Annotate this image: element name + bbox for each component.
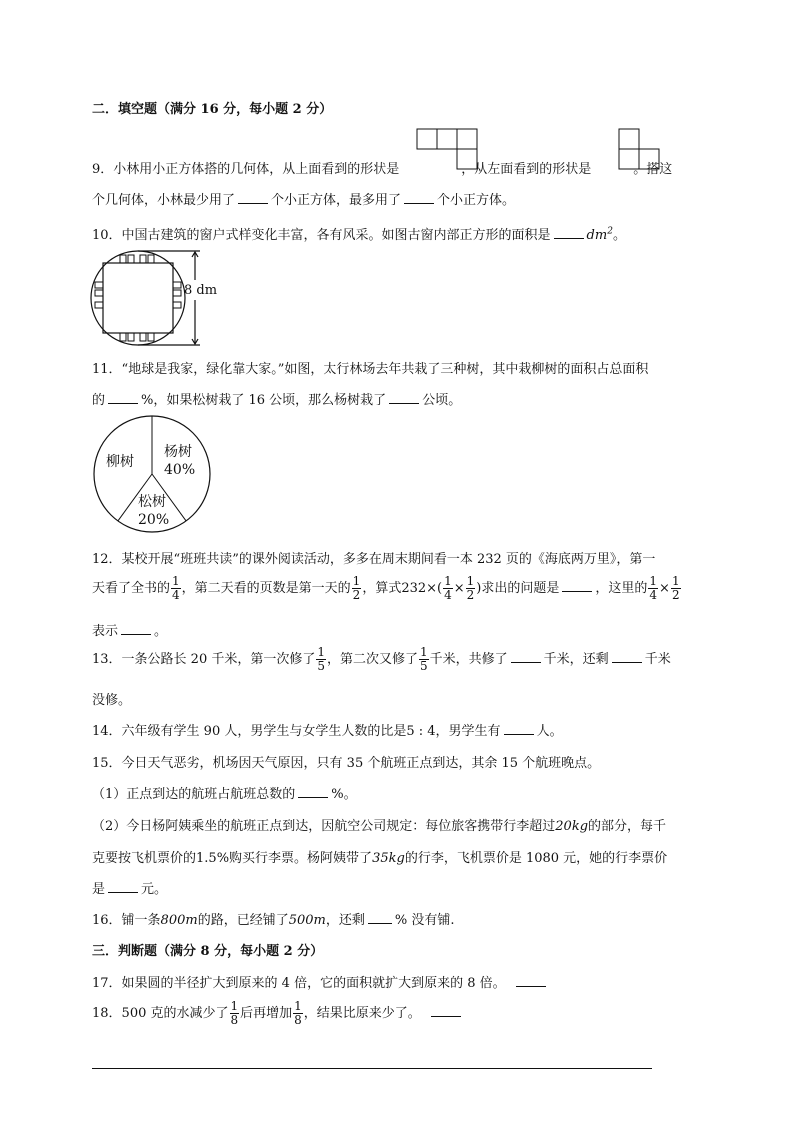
question-9-line-1 [92,158,672,177]
left-view-cell-3 [639,149,659,169]
q10-end: 。 [612,228,626,243]
q15-sub2-b: 的部分，每千 [588,819,667,834]
q12-line2-a: 天看了全书的 [92,581,171,596]
q18-blank-judgement[interactable] [431,1004,461,1017]
q14-c: 人。 [536,724,563,739]
q15-line3-b: 购买行李票。杨阿姨带了 [229,851,373,866]
q12-line2-g: 求出的问题是 [481,581,560,596]
question-13-line-2: 没修。 [92,693,132,708]
section-3-title: 三．判断题（满分 8 分，每小题 2 分） [92,944,324,959]
expr-fraction-quarter: $\frac{1}{4}$ [444,574,452,602]
footer-rule [92,1068,652,1069]
top-view-cell-3 [457,129,477,149]
question-15-sub-1 [92,783,357,802]
q16-c: ，还剩 [325,913,365,928]
fraction-one-eighth-2: $\frac{1}{8}$ [294,999,302,1027]
question-11-line-2 [92,389,461,408]
q10-text: 10．中国古建筑的窗户式样变化丰富，各有风采。如图古窗内部正方形的面积是 [92,228,551,243]
q13-b: ，第二次又修了 [327,652,419,667]
q12-line2-b: ，第二天看的页数是第一天的 [181,581,351,596]
q12-blank-question[interactable] [562,579,592,592]
q17-blank-judgement[interactable] [516,974,546,987]
times-sign-2: × [659,581,670,596]
fraction-one-fifth-km: $\frac{1}{5}$ [420,645,428,673]
question-10 [92,224,626,243]
q9-text-b: ，从左面看到的形状是 [461,162,592,177]
paren-close: ) [476,581,482,596]
q13-a: 13．一条公路长 20 千米，第一次修了 [92,652,316,667]
q11-line2-c: 公顷。 [422,393,462,408]
dimension-label: 8 dm [184,283,218,298]
q15-sub1-a: （1）正点到达的航班占航班总数的 [92,787,296,802]
pie-label-pine: 松树 [138,494,166,510]
q9-text-c: 。搭这 [633,162,673,177]
fraction-one-quarter: $\frac{1}{4}$ [172,574,180,602]
q15-line4-a: 是 [92,882,106,897]
q16-d: % 没有铺. [394,913,455,928]
pie-value-poplar: 40% [164,462,196,478]
top-view-cell-4 [457,149,477,169]
pie-label-willow: 柳树 [106,454,134,470]
question-17 [92,972,549,991]
expr-fraction-half: $\frac{1}{2}$ [466,574,475,602]
q15-blank-fee[interactable] [108,880,138,893]
pie-label-poplar: 杨树 [164,444,192,460]
q16-total-length: 800m [160,913,198,928]
q14-blank-boys[interactable] [504,722,534,735]
q13-c: 千米，共修了 [429,652,508,667]
q15-luggage-weight: 35kg [372,851,405,866]
left-view-cell-2 [619,149,639,169]
q14-b: ，男学生有 [435,724,501,739]
q15-blank-percent[interactable] [298,785,328,798]
section-2-title: 二．填空题（满分 16 分，每小题 2 分） [92,102,333,117]
q9-line2-c: 个小正方体。 [437,193,516,208]
fraction-one-half: $\frac{1}{2}$ [352,574,361,602]
window-figure [88,248,228,348]
times-sign: × [453,581,465,596]
q15-line3-c: 的行李，飞机票价是 1080 元，她的行李票价 [404,851,668,866]
question-16 [92,909,454,928]
q16-b: 的路，已经铺了 [197,913,289,928]
q11-line2-b: %，如果松树栽了 16 公顷，那么杨树栽了 [141,393,387,408]
q15-line3-a: 克要按飞机票价的 [92,851,197,866]
q18-a: 18．500 克的水减少了 [92,1006,229,1021]
q15-sub2-a: （2）今日杨阿姨乘坐的航班正点到达，因航空公司规定：每位旅客携带行李超过 [92,819,556,834]
q18-b: 后再增加 [240,1006,293,1021]
fraction-one-fifth: $\frac{1}{5}$ [317,645,325,673]
q13-blank-remaining[interactable] [612,650,642,663]
q15-sub1-b: %。 [331,787,357,802]
q12-blank-meaning[interactable] [121,622,151,635]
q15-line4-b: 元。 [141,882,168,897]
top-view-figure [416,128,478,172]
q16-a: 16．铺一条 [92,913,161,928]
top-view-cell-2 [437,129,457,149]
q18-c: ，结果比原来少了。 [303,1006,421,1021]
question-12-line-2 [92,575,682,602]
q9-blank-min[interactable] [238,191,268,204]
left-view-figure [618,128,662,172]
q10-unit: dm [586,228,608,243]
question-15-sub-2 [92,815,666,834]
q13-blank-repaired[interactable] [511,650,541,663]
q17-text: 17．如果圆的半径扩大到原来的 4 倍，它的面积就扩大到原来的 8 倍。 [92,976,506,991]
ref-fraction-half: $\frac{1}{2}$ [671,574,680,602]
q10-blank-area[interactable] [554,226,584,239]
q9-line2-a: 个几何体，小林最少用了 [92,193,236,208]
question-12-line-3 [92,620,167,639]
window-circle [91,251,185,345]
q11-blank-percent[interactable] [108,391,138,404]
q15-weight-limit: 20kg [555,819,589,834]
question-12-line-1: 12．某校开展“班班共读”的课外阅读活动，多多在周末期间看一本 232 页的《海底两万里》，第一 [92,552,656,567]
question-15-line-4 [92,878,167,897]
q12-line3-b: 。 [154,624,168,639]
question-15-line-3 [92,847,667,866]
q14-ratio: 5 : 4 [406,724,436,739]
q13-d: 千米，还剩 [543,652,609,667]
window-square [103,263,173,333]
question-13-line-1 [92,646,671,673]
q9-line2-b: 个小正方体，最多用了 [271,193,402,208]
top-view-cell-1 [417,129,437,149]
q14-a: 14．六年级有学生 90 人，男学生与女学生人数的比是 [92,724,407,739]
q11-blank-hectare[interactable] [389,391,419,404]
question-18 [92,1000,464,1027]
ref-fraction-quarter: $\frac{1}{4}$ [649,574,658,602]
q10-unit-exp: 2 [607,226,613,237]
tree-pie-chart [88,414,218,536]
q16-blank-percent[interactable] [368,911,392,924]
q9-blank-max[interactable] [404,191,434,204]
q15-rate: 1.5% [196,851,230,866]
q12-line2-c: ，算式 [362,581,402,596]
pie-value-pine: 20% [138,512,170,528]
left-view-cell-1 [619,129,639,149]
fraction-one-eighth: $\frac{1}{8}$ [230,999,239,1027]
q13-e: 千米 [644,652,671,667]
q12-line3-a: 表示 [92,624,119,639]
question-11-line-1: 11．“地球是我家，绿化靠大家。”如图，太行林场去年共栽了三种树，其中栽柳树的面积占总面积 [92,362,649,377]
q11-line2-a: 的 [92,393,106,408]
q12-expression-start: 232×( [401,581,443,596]
q9-text-a: 9．小林用小正方体搭的几何体，从上面看到的形状是 [92,162,400,177]
question-9-line-2 [92,189,515,208]
q16-done-length: 500m [288,913,326,928]
question-14 [92,720,563,739]
q12-line2-h: ，这里的 [595,581,648,596]
question-15-line-1: 15．今日天气恶劣，机场因天气原因，只有 35 个航班正点到达，其余 15 个航班晚点。 [92,756,601,771]
